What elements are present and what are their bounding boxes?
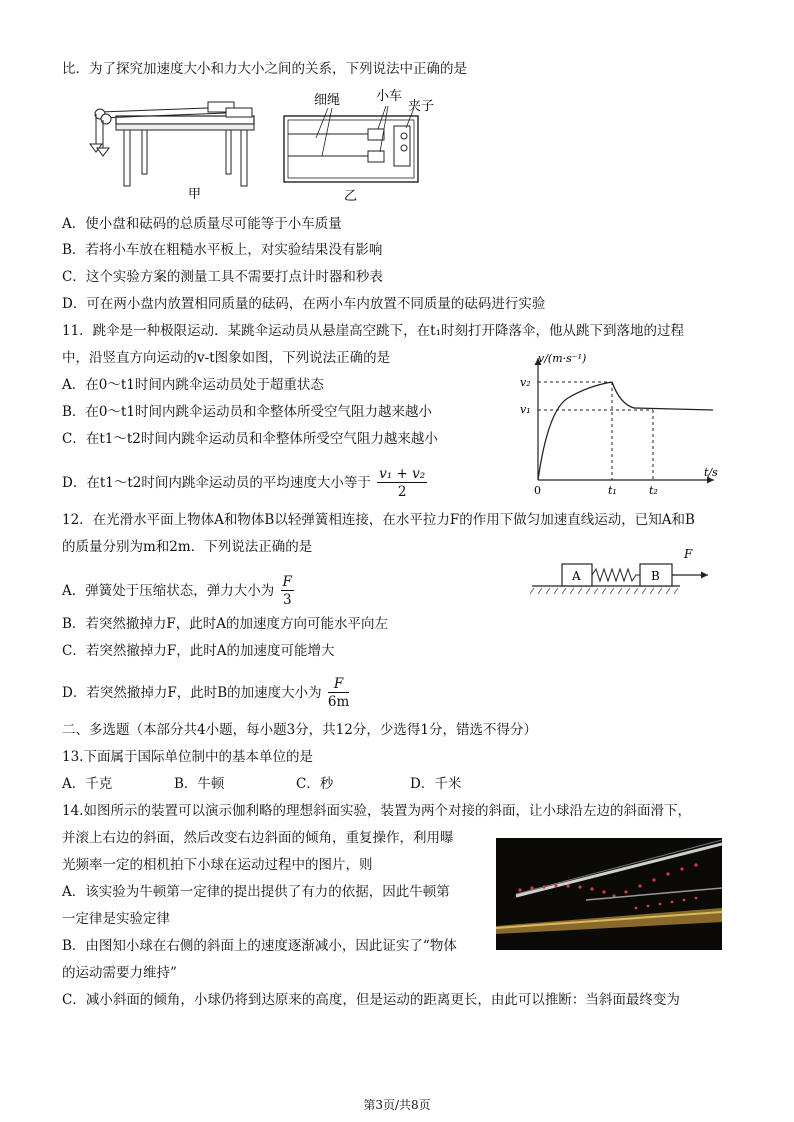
q11-option-d-fraction <box>377 466 427 501</box>
q11-option-d-text: D．在t1～t2时间内跳伞运动员的平均速度大小等于 <box>62 475 371 491</box>
q12-option-a <box>62 574 294 609</box>
q13-option-d: D．千米 <box>410 776 462 792</box>
q12-option-a-fraction <box>281 574 294 609</box>
q12-option-b: B．若突然撤掉力F，此时A的加速度方向可能水平向左 <box>62 616 389 632</box>
block-a-label: A <box>572 569 581 583</box>
q12-stem-line1: 12．在光滑水平面上物体A和物体B以轻弹簧相连接，在水平拉力F的作用下做匀加速直线运动，已知A和B <box>62 512 695 528</box>
q12-option-a-text: A．弹簧处于压缩状态，弹力大小为 <box>62 583 275 599</box>
q10-stem: 比．为了探究加速度大小和力大小之间的关系，下列说法中正确的是 <box>62 61 467 77</box>
q12-stem-line2: 的质量分别为m和2m．下列说法正确的是 <box>62 539 313 555</box>
fig-rope-label: 细绳 <box>314 93 341 108</box>
fig-car-label: 小车 <box>376 89 403 104</box>
cart-table-figure <box>76 86 266 206</box>
q11-stem-line1: 11．跳伞是一种极限运动．某跳伞运动员从悬崖高空跳下，在t₁时刻打开降落伞，他从跳下到落地的过程 <box>62 323 685 339</box>
q11-option-a: A．在0～t1时间内跳伞运动员处于超重状态 <box>62 377 324 393</box>
q11-option-c: C．在t1～t2时间内跳伞运动员和伞整体所受空气阻力越来越小 <box>62 431 438 447</box>
q10-option-a: A．使小盘和砝码的总质量尽可能等于小车质量 <box>62 216 342 232</box>
page-footer: 第3页/共8页 <box>363 1098 431 1112</box>
fig-clip-label: 夹子 <box>408 99 435 114</box>
fraction-numerator: F <box>282 574 292 590</box>
q14-option-b-line1: B．由图知小球在右侧的斜面上的速度逐渐减小，因此证实了“物体 <box>62 938 457 954</box>
q12-option-d-fraction <box>328 676 349 711</box>
graph-t2-label: t₂ <box>649 484 658 497</box>
fraction-denominator: 3 <box>282 592 292 608</box>
q14-option-a-line1: A．该实验为牛顿第一定律的提出提供了有力的依据，因此牛顿第 <box>62 884 450 900</box>
graph-v2-label: v₂ <box>520 376 531 389</box>
q14-option-a-line2: 一定律是实验定律 <box>62 911 170 927</box>
q14-stem-line3: 光频率一定的相机拍下小球在运动过程中的图片，则 <box>62 857 373 873</box>
graph-y-axis-label: v/(m·s⁻¹) <box>538 352 587 365</box>
fraction-denominator: 2 <box>397 484 407 500</box>
incline-experiment-photo <box>496 838 722 950</box>
q14-option-c-line1: C．减小斜面的倾角，小球仍将到达原来的高度，但是运动的距离更长，由此可以推断：当斜面最终变为 <box>62 992 680 1008</box>
q12-option-d <box>62 676 349 711</box>
block-b-label: B <box>651 569 660 583</box>
graph-x-axis-label: t/s <box>704 466 718 479</box>
spring-blocks-figure <box>530 540 720 600</box>
fraction-numerator: v₁ + v₂ <box>379 466 426 482</box>
section2-title: 二、多选题（本部分共4小题，每小题3分，共12分，少选得1分，错选不得分） <box>62 722 537 738</box>
q13-option-a: A．千克 <box>62 776 113 792</box>
graph-origin-label: 0 <box>534 484 541 497</box>
q13-option-b: B．牛顿 <box>174 776 225 792</box>
q11-option-b: B．在0～t1时间内跳伞运动员和伞整体所受空气阻力越来越小 <box>62 404 433 420</box>
q12-option-d-text: D．若突然撤掉力F，此时B的加速度大小为 <box>62 685 322 701</box>
fig-jia-label: 甲 <box>188 187 202 202</box>
cart-topview-figure <box>282 86 442 206</box>
fraction-denominator: 6m <box>327 694 350 710</box>
fig-yi-label: 乙 <box>344 189 358 204</box>
graph-v1-label: v₁ <box>520 403 531 416</box>
q10-option-c: C．这个实验方案的测量工具不需要打点计时器和秒表 <box>62 269 383 285</box>
fraction-numerator: F <box>328 676 349 693</box>
q14-stem-line1: 14.如图所示的装置可以演示伽利略的理想斜面实验，装置为两个对接的斜面，让小球沿左边的斜面滑下， <box>62 803 691 819</box>
q10-option-b: B．若将小车放在粗糙水平板上，对实验结果没有影响 <box>62 242 383 258</box>
q12-option-c: C．若突然撤掉力F，此时A的加速度可能增大 <box>62 643 335 659</box>
force-f-label: F <box>684 547 693 561</box>
q11-stem-line2: 中，沿竖直方向运动的v-t图象如图，下列说法正确的是 <box>62 350 391 366</box>
q14-option-b-line2: 的运动需要力维持” <box>62 965 177 981</box>
graph-t1-label: t₁ <box>608 484 617 497</box>
q11-option-d <box>62 466 427 501</box>
q14-stem-line2: 并滚上右边的斜面，然后改变右边斜面的倾角，重复操作，利用曝 <box>62 830 454 846</box>
q13-stem: 13.下面属于国际单位制中的基本单位的是 <box>62 749 313 765</box>
vt-graph-figure <box>508 350 728 498</box>
q10-option-d: D．可在两小盘内放置相同质量的砝码，在两小车内放置不同质量的砝码进行实验 <box>62 296 546 312</box>
q13-option-c: C．秒 <box>296 776 334 792</box>
